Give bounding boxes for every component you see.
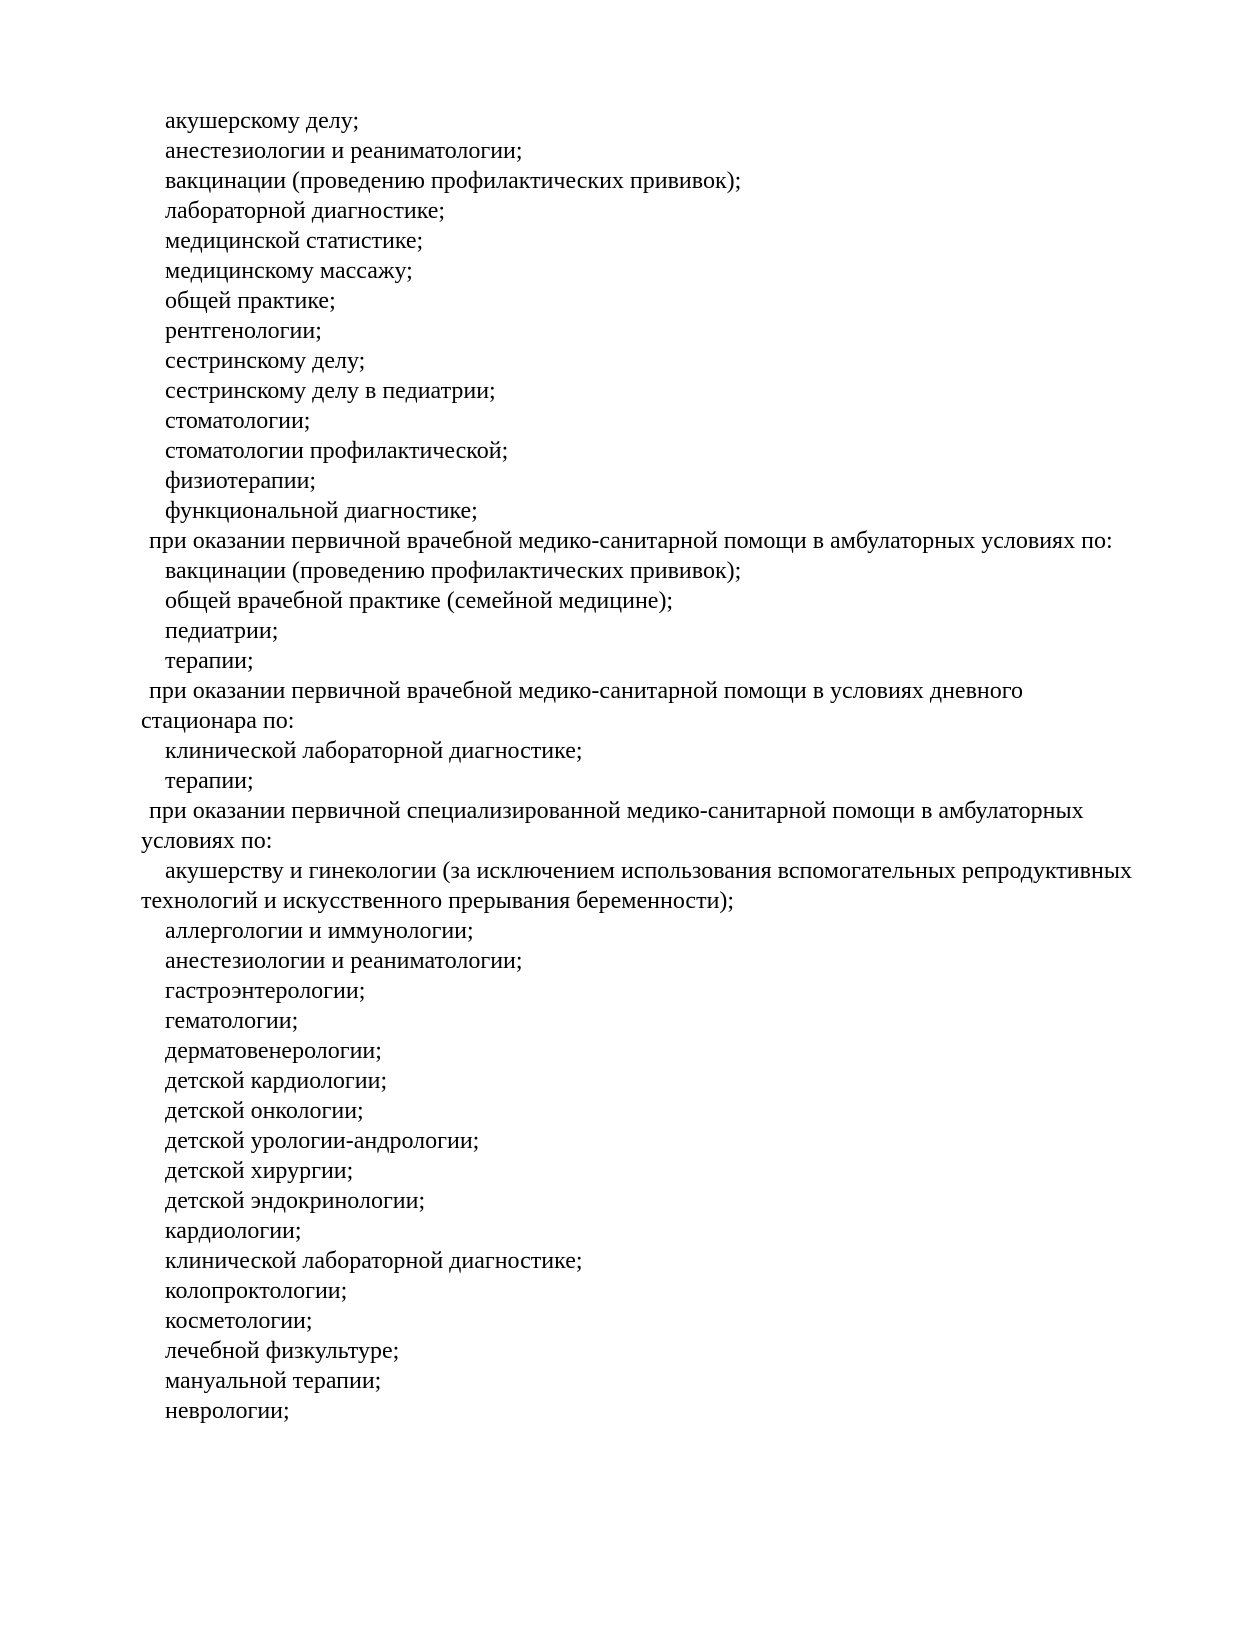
- document-line: косметологии;: [165, 1308, 313, 1334]
- document-line: анестезиологии и реаниматологии;: [165, 948, 523, 974]
- document-line: условиях по:: [141, 828, 273, 854]
- document-line: терапии;: [165, 768, 254, 794]
- document-line: аллергологии и иммунологии;: [165, 918, 474, 944]
- document-line: вакцинации (проведению профилактических прививок);: [165, 558, 742, 584]
- document-line: при оказании первичной врачебной медико-санитарной помощи в амбулаторных условиях по:: [149, 528, 1113, 554]
- document-line: колопроктологии;: [165, 1278, 348, 1304]
- document-line: акушерскому делу;: [165, 108, 360, 134]
- document-line: детской урологии-андрологии;: [165, 1128, 480, 1154]
- document-line: кардиологии;: [165, 1218, 302, 1244]
- document-line: функциональной диагностике;: [165, 498, 478, 524]
- document-line: при оказании первичной врачебной медико-санитарной помощи в условиях дневного: [149, 678, 1023, 704]
- document-line: технологий и искусственного прерывания беременности);: [141, 888, 735, 914]
- document-line: гастроэнтерологии;: [165, 978, 366, 1004]
- document-line: терапии;: [165, 648, 254, 674]
- document-line: стационара по:: [141, 708, 295, 734]
- document-line: стоматологии;: [165, 408, 311, 434]
- document-line: лечебной физкультуре;: [165, 1338, 400, 1364]
- document-line: физиотерапии;: [165, 468, 317, 494]
- document-line: клинической лабораторной диагностике;: [165, 738, 583, 764]
- document-line: рентгенологии;: [165, 318, 322, 344]
- document-line: медицинской статистике;: [165, 228, 424, 254]
- document-line: акушерству и гинекологии (за исключением использования вспомогательных репродуктивных: [165, 858, 1132, 884]
- document-line: медицинскому массажу;: [165, 258, 413, 284]
- document-line: вакцинации (проведению профилактических прививок);: [165, 168, 742, 194]
- document-line: дерматовенерологии;: [165, 1038, 382, 1064]
- document-line: клинической лабораторной диагностике;: [165, 1248, 583, 1274]
- document-line: сестринскому делу;: [165, 348, 366, 374]
- document-line: при оказании первичной специализированной медико-санитарной помощи в амбулаторных: [149, 798, 1084, 824]
- document-line: детской эндокринологии;: [165, 1188, 426, 1214]
- document-line: анестезиологии и реаниматологии;: [165, 138, 523, 164]
- document-text-block: [141, 106, 1200, 1426]
- document-line: мануальной терапии;: [165, 1368, 382, 1394]
- document-line: лабораторной диагностике;: [165, 198, 446, 224]
- document-line: гематологии;: [165, 1008, 299, 1034]
- document-line: сестринскому делу в педиатрии;: [165, 378, 496, 404]
- document-line: общей врачебной практике (семейной медицине);: [165, 588, 674, 614]
- document-line: детской кардиологии;: [165, 1068, 388, 1094]
- document-line: педиатрии;: [165, 618, 279, 644]
- document-line: стоматологии профилактической;: [165, 438, 509, 464]
- document-line: общей практике;: [165, 288, 336, 314]
- document-line: детской хирургии;: [165, 1158, 354, 1184]
- document-line: неврологии;: [165, 1398, 290, 1424]
- document-line: детской онкологии;: [165, 1098, 364, 1124]
